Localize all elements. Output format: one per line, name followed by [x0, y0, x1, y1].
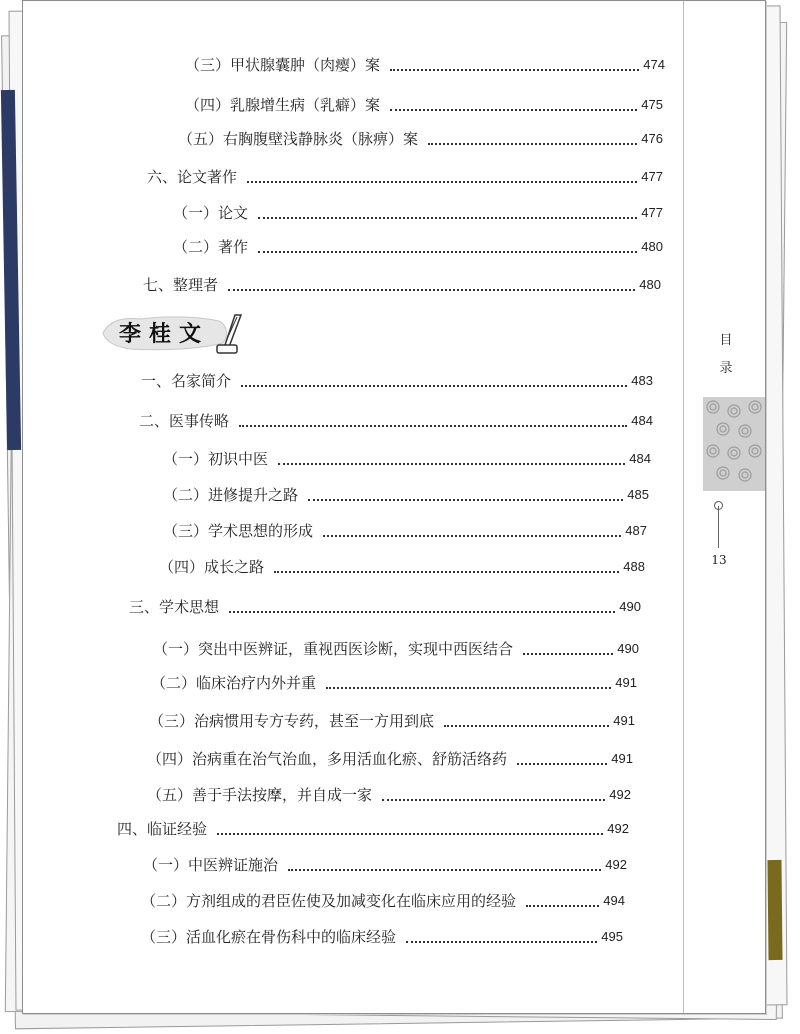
toc-entry-page: 483	[631, 373, 653, 388]
toc-leader-dots	[382, 787, 605, 801]
toc-entry[interactable]	[143, 853, 627, 875]
toc-entry[interactable]	[159, 555, 645, 577]
toc-entry-page: 495	[601, 929, 623, 944]
cloud-pattern-icon	[703, 397, 765, 491]
toc-entry[interactable]	[117, 817, 629, 839]
toc-entry-page: 490	[619, 599, 641, 614]
toc-entry-label: 七、整理者	[143, 276, 219, 294]
toc-entry-page: 490	[617, 641, 639, 656]
toc-entry[interactable]	[143, 273, 661, 295]
toc-entry-page: 475	[641, 97, 663, 112]
toc-entry-label: 四、临证经验	[117, 820, 208, 838]
toc-entry-label: 二、医事传略	[139, 412, 230, 430]
toc-entry-label: 一、名家简介	[141, 372, 232, 390]
toc-entry[interactable]	[178, 127, 663, 149]
toc-entry-label: 三、学术思想	[129, 598, 220, 616]
toc-entry[interactable]	[141, 925, 623, 947]
toc-entry-page: 492	[607, 821, 629, 836]
toc-entry[interactable]	[141, 889, 625, 911]
toc-entry-page: 485	[627, 487, 649, 502]
toc-leader-dots	[390, 97, 637, 111]
toc-entry[interactable]	[149, 709, 635, 731]
toc-leader-dots	[308, 487, 623, 501]
toc-entry-label: （三）学术思想的形成	[163, 522, 314, 540]
toc-leader-dots	[258, 239, 637, 253]
toc-entry[interactable]	[139, 409, 653, 431]
toc-entry-label: （四）治病重在治气治血，多用活血化瘀、舒筋活络药	[147, 750, 508, 768]
toc-entry-page: 484	[631, 413, 653, 428]
toc-entry-page: 492	[609, 787, 631, 802]
toc-entry-label: （二）临床治疗内外并重	[151, 674, 317, 692]
toc-entry[interactable]	[153, 637, 639, 659]
toc-entry-label: （五）善于手法按摩，并自成一家	[147, 786, 373, 804]
toc-entry-label: （二）进修提升之路	[163, 486, 299, 504]
toc-leader-dots	[241, 373, 627, 387]
toc-entry-page: 491	[615, 675, 637, 690]
toc-entry-page: 487	[625, 523, 647, 538]
toc-entry-label: （三）治病惯用专方专药，甚至一方用到底	[149, 712, 435, 730]
toc-leader-dots	[323, 523, 621, 537]
toc-leader-dots	[247, 169, 637, 183]
section-banner	[101, 309, 249, 355]
toc-leader-dots	[274, 559, 619, 573]
toc-leader-dots	[239, 413, 627, 427]
toc-entry-page: 484	[629, 451, 651, 466]
toc-entry[interactable]	[147, 165, 663, 187]
toc-leader-dots	[258, 205, 637, 219]
toc-leader-dots	[517, 751, 607, 765]
toc-entry-page: 488	[623, 559, 645, 574]
toc-entry-page: 480	[641, 239, 663, 254]
toc-leader-dots	[288, 857, 601, 871]
toc-entry-page: 476	[641, 131, 663, 146]
toc-entry[interactable]	[173, 235, 663, 257]
section-name: 李桂文	[119, 322, 210, 347]
cover-edge-olive	[767, 860, 782, 960]
toc-leader-dots	[278, 451, 625, 465]
toc-entry-label: （四）成长之路	[159, 558, 265, 576]
toc-entry-label: （四）乳腺增生病（乳癖）案	[185, 96, 381, 114]
toc-leader-dots	[428, 131, 637, 145]
toc-entry[interactable]	[185, 53, 665, 75]
toc-leader-dots	[526, 893, 599, 907]
toc-entry[interactable]	[147, 783, 631, 805]
toc-entry[interactable]	[141, 369, 653, 391]
toc-leader-dots	[406, 929, 597, 943]
toc-entry[interactable]	[185, 93, 663, 115]
toc-entry[interactable]	[151, 671, 637, 693]
toc-entry[interactable]	[163, 519, 647, 541]
toc-leader-dots	[228, 277, 635, 291]
toc-entry-page: 477	[641, 169, 663, 184]
toc-leader-dots	[444, 713, 609, 727]
toc-entry-page: 491	[611, 751, 633, 766]
toc-entry-page: 474	[643, 57, 665, 72]
toc-entry-label: （三）甲状腺囊肿（肉瘿）案	[185, 56, 381, 74]
toc-entry[interactable]	[173, 201, 663, 223]
toc-entry-page: 494	[603, 893, 625, 908]
toc-entry[interactable]	[163, 483, 649, 505]
page-number: 13	[711, 553, 727, 567]
toc-entry-label: 六、论文著作	[147, 168, 238, 186]
toc-entry[interactable]	[163, 447, 651, 469]
toc-entry-label: （一）论文	[173, 204, 249, 222]
toc-entry-label: （一）初识中医	[163, 450, 269, 468]
toc-entry[interactable]	[147, 747, 633, 769]
toc-leader-dots	[217, 821, 603, 835]
running-head-char: 目	[719, 333, 733, 348]
toc-entry-page: 492	[605, 857, 627, 872]
toc-leader-dots	[229, 599, 615, 613]
toc-page	[22, 0, 766, 1014]
running-head-char: 录	[719, 361, 733, 376]
toc-entry-page: 477	[641, 205, 663, 220]
toc-entry-label: （二）著作	[173, 238, 249, 256]
toc-entry-label: （二）方剂组成的君臣佐使及加减变化在临床应用的经验	[141, 892, 517, 910]
page-marker-line	[718, 506, 719, 548]
toc-entry-label: （一）中医辨证施治	[143, 856, 279, 874]
margin-rule	[683, 1, 684, 1013]
toc-entry-label: （五）右胸腹壁浅静脉炎（脉痹）案	[178, 130, 419, 148]
toc-entry-label: （三）活血化瘀在骨伤科中的临床经验	[141, 928, 397, 946]
toc-entry-label: （一）突出中医辨证，重视西医诊断，实现中西医结合	[153, 640, 514, 658]
toc-leader-dots	[326, 675, 611, 689]
toc-entry-page: 491	[613, 713, 635, 728]
toc-entry-page: 480	[639, 277, 661, 292]
toc-entry[interactable]	[129, 595, 641, 617]
running-head	[717, 327, 735, 383]
toc-leader-dots	[390, 57, 639, 71]
toc-leader-dots	[523, 641, 613, 655]
